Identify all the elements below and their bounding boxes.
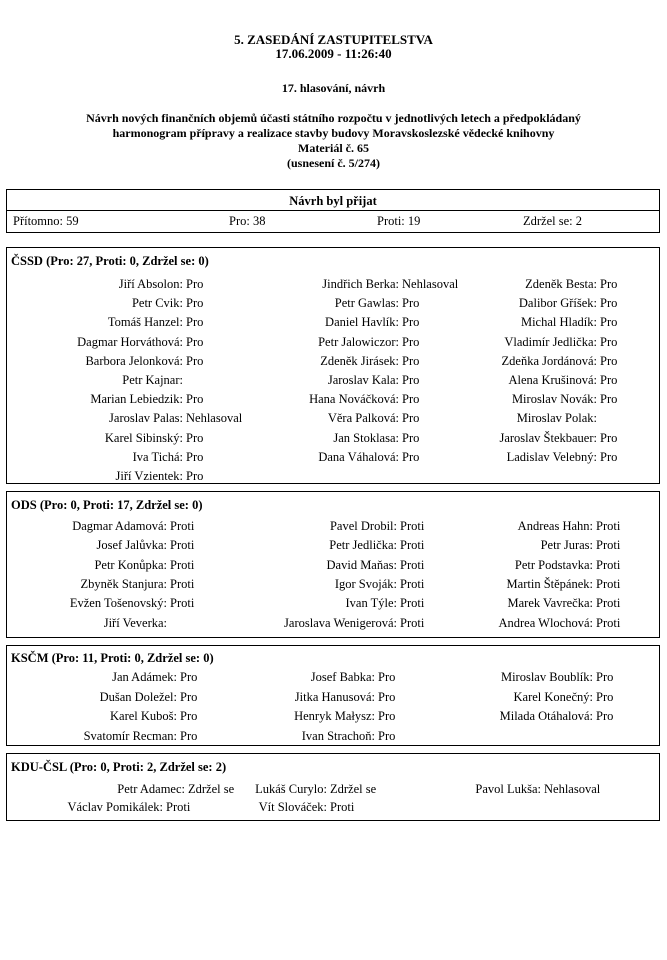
member-name: Petr Konůpka: (94, 557, 167, 572)
present-count: Přítomno: 59 (13, 214, 79, 228)
member-vote-value: Proti (170, 557, 195, 572)
member-name: Jiří Absolon: (118, 277, 183, 291)
summary-divider (7, 210, 659, 211)
member-vote-value: Proti (596, 596, 621, 611)
party-title: KSČM (Pro: 11, Proti: 0, Zdržel se: 0) (11, 651, 214, 665)
member-vote-value: Pro (180, 689, 198, 704)
member-name: Petr Cvik: (131, 296, 183, 311)
member-name: Petr Jalowiczor: (318, 334, 399, 349)
member-vote (7, 690, 613, 705)
member-name: Věra Palková: (327, 411, 399, 426)
member-vote-value: Proti (170, 596, 195, 611)
member-vote-value: Pro (600, 277, 618, 291)
member-vote (7, 670, 613, 685)
member-name: Jaroslav Palas: (109, 411, 183, 426)
member-vote-value: Proti (170, 519, 195, 533)
party-title: ČSSD (Pro: 27, Proti: 0, Zdržel se: 0) (11, 254, 209, 268)
member-vote (7, 616, 620, 631)
member-name: Svatomír Recman: (83, 728, 177, 743)
member-vote-value: Pro (402, 373, 420, 387)
member-vote (7, 469, 203, 484)
member-name: Petr Podstavka: (514, 557, 593, 572)
member-name: Marian Lebiedzik: (90, 392, 183, 407)
member-vote-value: Nehlasoval (186, 411, 243, 426)
proposal-description-line-1: Návrh nových finančních objemů účasti státního rozpočtu v jednotlivých letech a předpokládaný (86, 111, 581, 125)
member-vote-value: Pro (600, 334, 618, 349)
member-name: Dagmar Adamová: (72, 519, 167, 533)
member-vote-value: Pro (600, 430, 618, 445)
member-name: Karel Konečný: (513, 689, 593, 704)
member-vote-value: Nehlasoval (544, 782, 601, 796)
vote-summary-box (6, 189, 660, 233)
for-count: Pro: 38 (229, 214, 266, 228)
member-name: Zdeňka Jordánová: (501, 353, 597, 368)
member-name: Jan Adámek: (112, 670, 177, 684)
member-vote (7, 800, 354, 815)
member-name: Hana Nováčková: (309, 392, 399, 407)
member-vote-value: Pro (186, 392, 204, 407)
member-name: Tomáš Hanzel: (107, 315, 183, 330)
member-name: Igor Svoják: (334, 576, 397, 591)
member-name: Petr Gawlas: (334, 296, 399, 311)
member-name: Jiří Vzientek: (115, 469, 183, 483)
proposal-description-line-2: harmonogram přípravy a realizace stavby budovy Moravskoslezské vědecké knihovny (112, 126, 555, 140)
member-vote (7, 577, 620, 592)
member-name: Vít Slováček: (258, 800, 327, 814)
party-box-kscm (6, 645, 660, 746)
member-name: Jaroslav Kala: (327, 373, 399, 387)
member-vote-value: Pro (378, 670, 396, 684)
member-name: Vladimír Jedlička: (504, 334, 597, 349)
member-name: Dušan Doležel: (99, 689, 177, 704)
member-name: Ladislav Velebný: (506, 449, 597, 464)
member-name: Miroslav Novák: (511, 392, 597, 407)
member-vote-value: Proti (170, 576, 195, 591)
member-vote (7, 296, 617, 311)
member-vote-value: Proti (596, 538, 621, 553)
member-vote-value: Proti (330, 800, 355, 814)
member-vote (7, 538, 620, 553)
member-name: Petr Jedlička: (329, 538, 397, 553)
member-vote (7, 411, 600, 426)
member-name: Daniel Havlík: (325, 315, 399, 330)
member-name: Barbora Jelonková: (85, 353, 183, 368)
member-vote-value: Pro (600, 392, 618, 407)
member-vote-value: Pro (378, 689, 396, 704)
member-vote-value: Pro (186, 469, 204, 483)
member-vote-value: Pro (186, 353, 204, 368)
member-vote-value: Proti (400, 596, 425, 611)
member-vote-value: Proti (400, 557, 425, 572)
member-vote-value: Proti (596, 557, 621, 572)
member-vote-value: Pro (600, 353, 618, 368)
member-vote-value: Pro (186, 315, 204, 330)
member-vote-value: Pro (402, 430, 420, 445)
member-name: Ivan Strachoň: (301, 728, 375, 743)
member-vote-value: Pro (596, 670, 614, 684)
member-vote (7, 335, 617, 350)
member-name: David Maňas: (326, 557, 397, 572)
member-vote-value: Pro (402, 334, 420, 349)
party-box-ods (6, 491, 660, 638)
member-vote-value: Pro (180, 728, 198, 743)
member-name: Lukáš Curylo: (255, 782, 327, 796)
member-name: Milada Otáhalová: (499, 709, 593, 723)
member-vote-value: Pro (600, 296, 618, 311)
member-vote-value: Pro (402, 392, 420, 407)
member-vote (7, 277, 617, 292)
member-name: Pavol Lukša: (475, 782, 541, 796)
member-vote-value: Pro (186, 430, 204, 445)
member-vote-value: Proti (166, 800, 191, 814)
member-name: Ivan Týle: (345, 596, 397, 611)
member-vote-value: Zdržel se (188, 782, 235, 796)
member-name: Jiří Veverka: (103, 615, 167, 630)
member-vote-value: Pro (180, 670, 198, 684)
member-name: Pavel Drobil: (329, 519, 397, 533)
member-vote (7, 431, 617, 446)
member-vote-value: Zdržel se (330, 782, 377, 796)
member-vote-value: Pro (402, 296, 420, 311)
member-vote-value: Proti (400, 576, 425, 591)
member-vote (7, 373, 617, 388)
party-box-cssd (6, 247, 660, 484)
member-vote (7, 354, 617, 369)
member-name: Petr Juras: (540, 538, 593, 553)
member-vote-value: Proti (400, 538, 425, 553)
abstain-count: Zdržel se: 2 (523, 214, 583, 228)
party-box-kdu-csl (6, 753, 660, 821)
member-vote-value: Pro (186, 277, 204, 291)
member-name: Josef Babka: (310, 670, 375, 684)
member-name: Jan Stoklasa: (333, 430, 399, 445)
party-title: KDU-ČSL (Pro: 0, Proti: 2, Zdržel se: 2) (11, 760, 227, 774)
member-name: Zdeněk Besta: (525, 277, 597, 291)
member-name: Josef Jalůvka: (96, 538, 167, 553)
member-name: Iva Tichá: (132, 449, 183, 464)
member-vote (7, 729, 395, 744)
member-name: Karel Sibinský: (104, 430, 183, 445)
member-name: Miroslav Polak: (516, 411, 597, 426)
member-vote-value: Pro (186, 334, 204, 349)
member-name: Jaroslava Wenigerová: (284, 615, 397, 630)
member-vote-value: Pro (596, 709, 614, 723)
member-vote-value: Proti (596, 615, 621, 630)
member-name: Dagmar Horváthová: (77, 334, 183, 349)
member-vote-value: Pro (600, 315, 618, 330)
member-vote-value: Pro (402, 353, 420, 368)
member-vote-value: Proti (400, 615, 425, 630)
resolution-number: (usnesení č. 5/274) (287, 156, 380, 170)
member-vote-value: Proti (400, 519, 425, 533)
member-name: Petr Adamec: (117, 782, 185, 796)
member-name: Henryk Małysz: (294, 709, 375, 723)
member-vote-value: Pro (600, 449, 618, 464)
member-name: Dalibor Gříšek: (518, 296, 597, 311)
session-datetime: 17.06.2009 - 11:26:40 (275, 46, 392, 61)
member-name: Jaroslav Štekbauer: (499, 430, 597, 445)
member-vote-value: Pro (378, 728, 396, 743)
party-title: ODS (Pro: 0, Proti: 17, Zdržel se: 0) (11, 498, 203, 512)
member-name: Dana Váhalová: (318, 449, 399, 464)
member-vote (7, 392, 617, 407)
member-vote-value: Nehlasoval (402, 277, 459, 291)
member-vote-value: Pro (180, 709, 198, 723)
member-name: Václav Pomikálek: (67, 800, 163, 814)
member-name: Jitka Hanusová: (294, 689, 375, 704)
member-name: Michal Hladík: (520, 315, 597, 330)
member-vote (7, 709, 613, 724)
member-name: Jindřich Berka: (322, 277, 399, 291)
member-name: Evžen Tošenovský: (69, 596, 167, 611)
member-name: Karel Kuboš: (110, 709, 177, 723)
member-vote (7, 315, 617, 330)
member-vote (7, 558, 620, 573)
member-vote (7, 519, 620, 534)
member-vote (7, 782, 600, 797)
member-name: Alena Krušinová: (508, 373, 597, 387)
member-vote-value: Pro (402, 315, 420, 330)
member-vote-value: Proti (170, 538, 195, 553)
member-vote (7, 596, 620, 611)
member-vote-value: Pro (186, 449, 204, 464)
member-vote (7, 450, 617, 465)
member-name: Zdeněk Jirásek: (320, 353, 399, 368)
material-number: Materiál č. 65 (298, 141, 369, 155)
member-vote-value: Proti (596, 519, 621, 533)
session-title: 5. ZASEDÁNÍ ZASTUPITELSTVA (234, 32, 433, 47)
member-name: Martin Štěpánek: (506, 576, 593, 591)
member-vote-value: Pro (402, 411, 420, 426)
member-name: Petr Kajnar: (122, 373, 183, 387)
vote-title: 17. hlasování, návrh (281, 81, 386, 95)
member-vote-value: Pro (600, 373, 618, 387)
against-count: Proti: 19 (377, 214, 421, 228)
member-name: Andrea Wlochová: (498, 615, 593, 630)
member-name: Zbyněk Stanjura: (80, 576, 167, 591)
member-vote-value: Pro (402, 449, 420, 464)
member-vote-value: Pro (186, 296, 204, 311)
member-name: Miroslav Boublík: (500, 670, 593, 684)
member-vote-value: Proti (596, 576, 621, 591)
member-name: Andreas Hahn: (517, 519, 593, 533)
member-name: Marek Vavrečka: (507, 596, 593, 611)
member-vote-value: Pro (596, 689, 614, 704)
vote-result: Návrh byl přijat (289, 194, 377, 208)
member-vote-value: Pro (378, 709, 396, 723)
